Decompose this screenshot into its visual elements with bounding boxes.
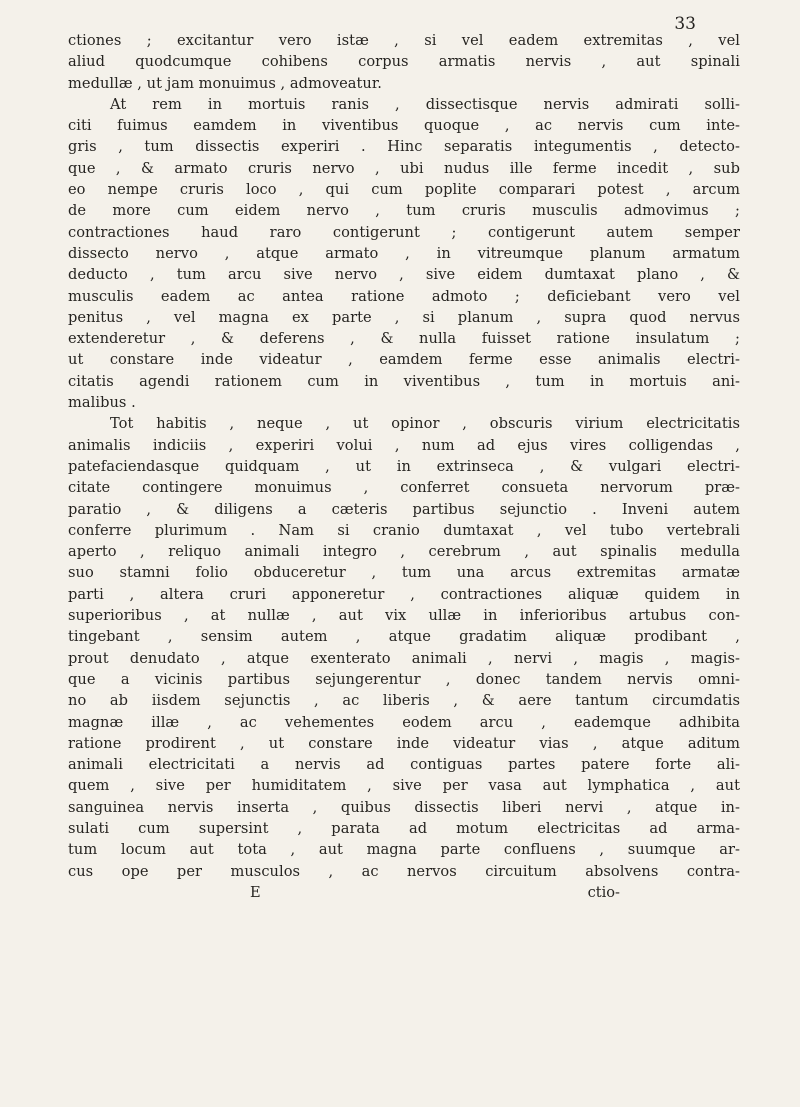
- page-footer: [68, 882, 740, 903]
- text-line: gris , tum dissectis experiri . Hinc separatis integumentis , detecto-: [68, 138, 740, 156]
- page-number: 33: [674, 14, 696, 34]
- text-line: tingebant , sensim autem , atque gradatim aliquæ prodibant ,: [68, 628, 740, 646]
- text-line: quem , sive per humiditatem , sive per vasa aut lymphatica , aut: [68, 777, 740, 795]
- text-line: que , & armato cruris nervo , ubi nudus ille ferme incedit , sub: [68, 159, 740, 177]
- text-line: medullæ , ut jam monuimus , admoveatur.: [68, 74, 382, 92]
- text-line: paratio , & diligens a cæteris partibus sejunctio . Inveni autem: [68, 500, 740, 518]
- text-line: malibus .: [68, 394, 136, 412]
- text-line: aliud quodcumque cohibens corpus armatis nervis , aut spinali: [68, 53, 740, 71]
- text-line: contractiones haud raro contigerunt ; contigerunt autem semper: [68, 223, 740, 241]
- text-line: sulati cum supersint , parata ad motum electricitas ad arma-: [68, 819, 740, 837]
- text-line: prout denudato , atque exenterato animali , nervi , magis , magis-: [68, 649, 740, 667]
- text-line: animali electricitati a nervis ad contiguas partes patere forte ali-: [68, 756, 740, 774]
- text-line: eo nempe cruris loco , qui cum poplite comparari potest , arcum: [68, 181, 740, 199]
- text-line: At rem in mortuis ranis , dissectisque nervis admirati solli-: [110, 95, 740, 113]
- text-line: ratione prodirent , ut constare inde videatur vias , atque aditum: [68, 734, 740, 752]
- text-line: magnæ illæ , ac vehementes eodem arcu , eademque adhibita: [68, 713, 740, 731]
- text-line: parti , altera cruri apponeretur , contractiones aliquæ quidem in: [68, 585, 740, 603]
- text-line: musculis eadem ac antea ratione admoto ; deficiebant vero vel: [68, 287, 740, 305]
- text-line: citi fuimus eamdem in viventibus quoque , ac nervis cum inte-: [68, 117, 740, 135]
- text-line: cus ope per musculos , ac nervos circuitum absolvens contra-: [68, 862, 740, 880]
- text-line: deducto , tum arcu sive nervo , sive eidem dumtaxat plano , &: [68, 266, 740, 284]
- text-line: tum locum aut tota , aut magna parte confluens , suumque ar-: [68, 841, 740, 859]
- text-line: conferre plurimum . Nam si cranio dumtaxat , vel tubo vertebrali: [68, 521, 740, 539]
- text-line: ut constare inde videatur , eamdem ferme esse animalis electri-: [68, 351, 740, 369]
- catchword: ctio-: [587, 883, 620, 901]
- text-line: no ab iisdem sejunctis , ac liberis , & aere tantum circumdatis: [68, 692, 740, 710]
- text-line: superioribus , at nullæ , aut vix ullæ in inferioribus artubus con-: [68, 607, 740, 625]
- text-line: citatis agendi rationem cum in viventibus , tum in mortuis ani-: [68, 372, 740, 390]
- text-line: aperto , reliquo animali integro , cerebrum , aut spinalis medulla: [68, 543, 740, 561]
- body-text: [68, 30, 740, 882]
- text-line: Tot habitis , neque , ut opinor , obscuris virium electricitatis: [110, 415, 740, 433]
- text-line: penitus , vel magna ex parte , si planum , supra quod nervus: [68, 308, 740, 326]
- text-line: ctiones ; excitantur vero istæ , si vel eadem extremitas , vel: [68, 32, 740, 49]
- text-line: de more cum eidem nervo , tum cruris musculis admovimus ;: [68, 202, 740, 220]
- signature-mark: E: [250, 883, 261, 901]
- text-line: patefaciendasque quidquam , ut in extrinseca , & vulgari electri-: [68, 457, 740, 475]
- text-line: animalis indiciis , experiri volui , num ad ejus vires colligendas ,: [68, 436, 740, 454]
- text-line: dissecto nervo , atque armato , in vitreumque planum armatum: [68, 244, 740, 262]
- text-line: extenderetur , & deferens , & nulla fuisset ratione insulatum ;: [68, 330, 740, 348]
- text-line: suo stamni folio obduceretur , tum una arcus extremitas armatæ: [68, 564, 740, 582]
- text-line: que a vicinis partibus sejungerentur , donec tandem nervis omni-: [68, 670, 740, 688]
- text-line: citate contingere monuimus , conferret consueta nervorum præ-: [68, 479, 740, 497]
- text-line: sanguinea nervis inserta , quibus dissectis liberi nervi , atque in-: [68, 798, 740, 816]
